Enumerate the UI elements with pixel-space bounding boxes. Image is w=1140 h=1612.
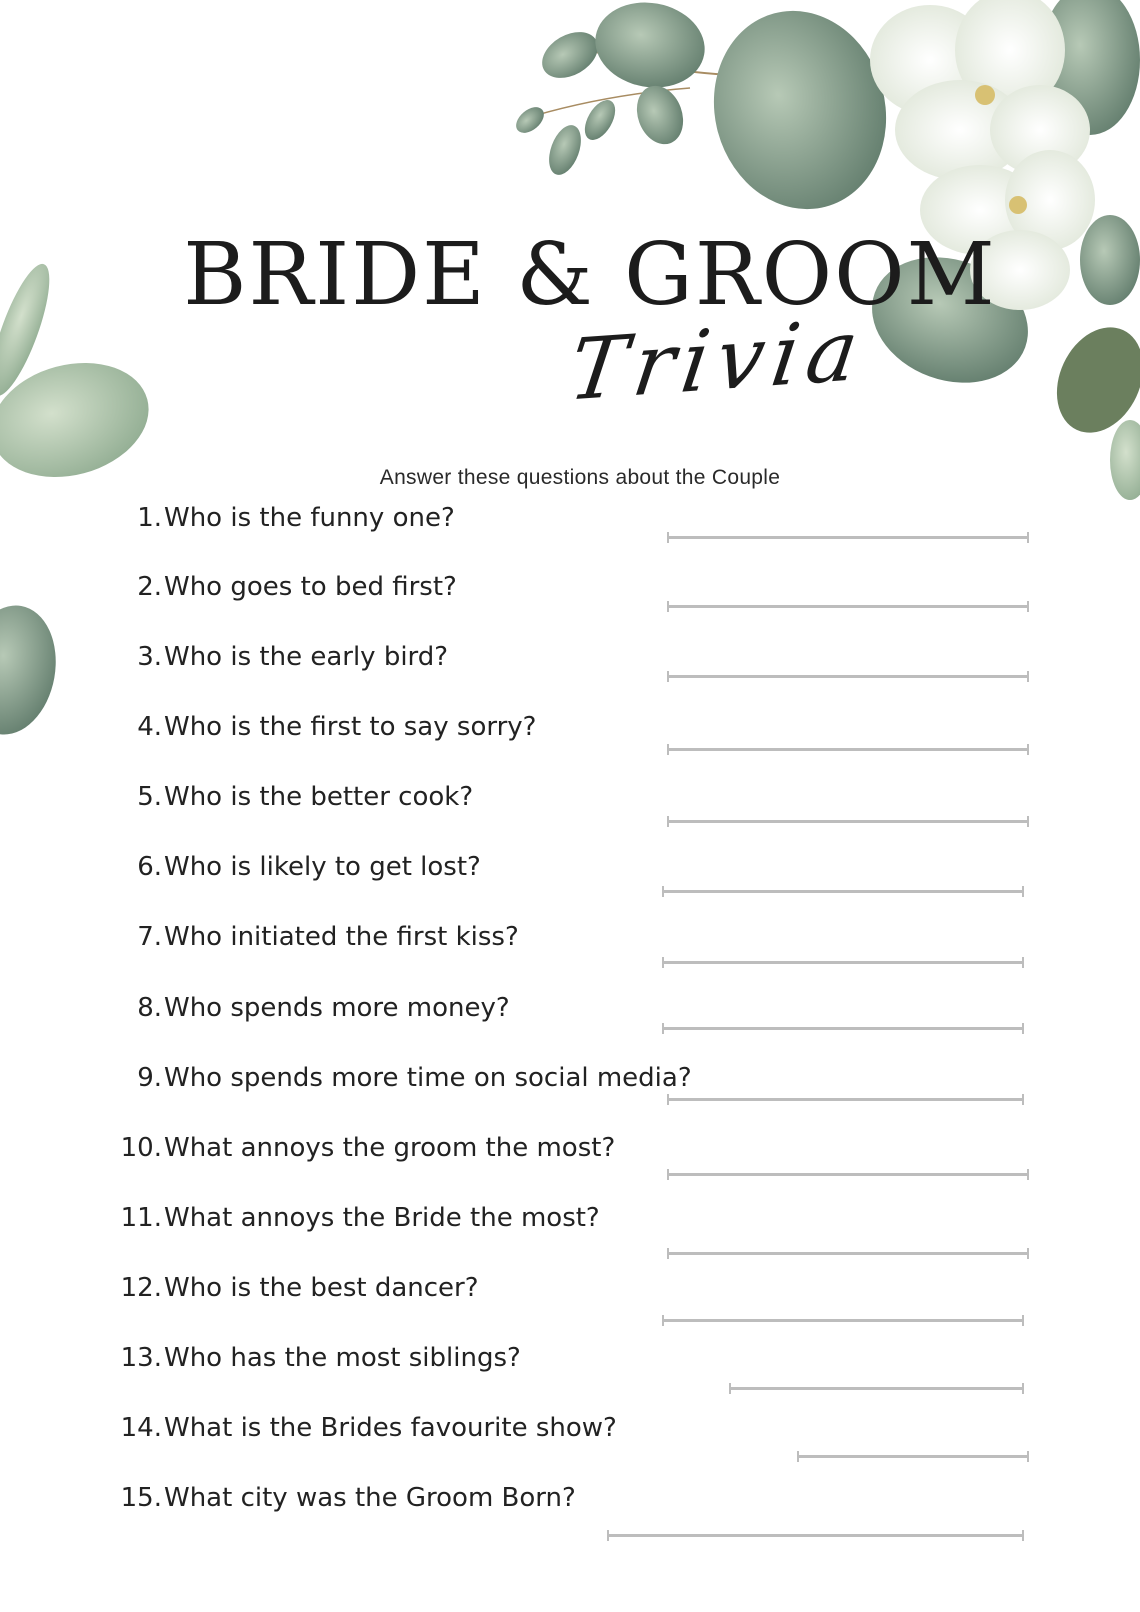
answer-line[interactable] — [667, 675, 1029, 678]
answer-line[interactable] — [662, 1319, 1024, 1322]
question-number: 15. — [120, 1483, 162, 1513]
question-row — [0, 922, 1140, 962]
answer-line[interactable] — [729, 1387, 1024, 1390]
answer-line[interactable] — [607, 1534, 1024, 1537]
question-row — [0, 1413, 1140, 1453]
question-number: 8. — [137, 993, 162, 1023]
question-text: Who is the better cook? — [164, 782, 474, 812]
question-number: 9. — [137, 1063, 162, 1093]
question-row — [0, 852, 1140, 892]
question-number: 5. — [137, 782, 162, 812]
question-number: 4. — [137, 712, 162, 742]
question-text: Who is the early bird? — [164, 642, 449, 672]
answer-line[interactable] — [662, 961, 1024, 964]
page-title: BRIDE & GROOM — [183, 225, 997, 325]
question-text: What is the Brides favourite show? — [164, 1413, 617, 1443]
question-number: 7. — [137, 922, 162, 952]
question-row — [0, 1063, 1140, 1103]
answer-line[interactable] — [667, 1252, 1029, 1255]
question-row — [0, 1483, 1140, 1523]
answer-line[interactable] — [797, 1455, 1029, 1458]
question-text: Who is the first to say sorry? — [164, 712, 537, 742]
question-text: Who is likely to get lost? — [164, 852, 481, 882]
question-number: 12. — [120, 1273, 162, 1303]
question-text: What annoys the groom the most? — [164, 1133, 616, 1163]
question-text: Who initiated the first kiss? — [164, 922, 519, 952]
answer-line[interactable] — [667, 1173, 1029, 1176]
question-number: 10. — [120, 1133, 162, 1163]
question-number: 14. — [120, 1413, 162, 1443]
question-row — [0, 1203, 1140, 1243]
answer-line[interactable] — [667, 1098, 1024, 1101]
question-row — [0, 1133, 1140, 1173]
question-text: What city was the Groom Born? — [164, 1483, 576, 1513]
question-text: Who goes to bed first? — [164, 572, 457, 602]
question-row — [0, 1343, 1140, 1383]
script-title: Trivia — [563, 300, 873, 420]
answer-line[interactable] — [667, 748, 1029, 751]
subtitle: Answer these questions about the Couple — [379, 466, 781, 489]
answer-line[interactable] — [667, 536, 1029, 539]
answer-line[interactable] — [667, 820, 1029, 823]
question-row — [0, 782, 1140, 822]
answer-line[interactable] — [662, 1027, 1024, 1030]
question-text: Who spends more money? — [164, 993, 510, 1023]
answer-line[interactable] — [662, 890, 1024, 893]
question-row — [0, 712, 1140, 752]
answer-line[interactable] — [667, 605, 1029, 608]
question-number: 6. — [137, 852, 162, 882]
question-text: Who has the most siblings? — [164, 1343, 521, 1373]
question-number: 2. — [137, 572, 162, 602]
question-row — [0, 1273, 1140, 1313]
question-number: 3. — [137, 642, 162, 672]
question-number: 1. — [137, 503, 162, 533]
question-text: Who is the funny one? — [164, 503, 455, 533]
question-text: What annoys the Bride the most? — [164, 1203, 600, 1233]
question-text: Who spends more time on social media? — [164, 1063, 692, 1093]
question-text: Who is the best dancer? — [164, 1273, 479, 1303]
question-number: 13. — [120, 1343, 162, 1373]
question-number: 11. — [120, 1203, 162, 1233]
